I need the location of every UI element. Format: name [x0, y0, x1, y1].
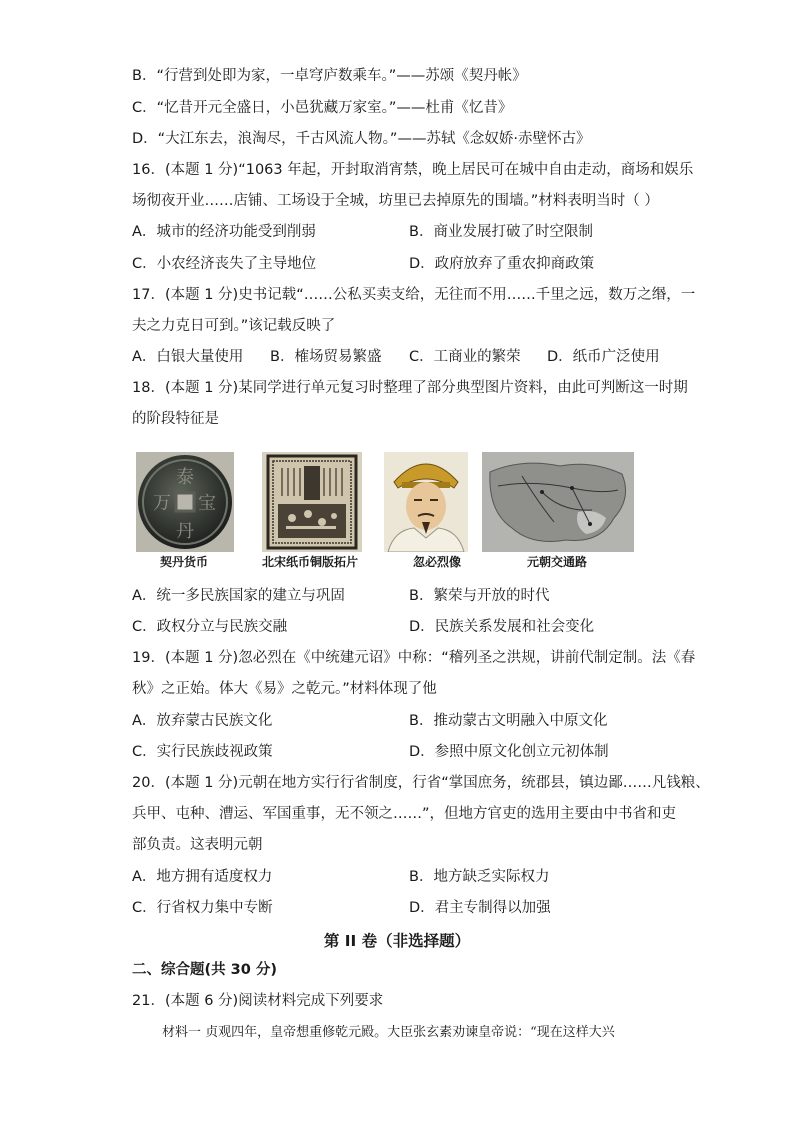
khitan-coin-image	[136, 452, 234, 552]
q18-option-b: B．繁荣与开放的时代	[409, 588, 550, 604]
q20-option-c: C．行省权力集中专断	[132, 900, 273, 916]
q16-option-a: A．城市的经济功能受到削弱	[132, 224, 316, 240]
caption-song-paper-money: 北宋纸币铜版拓片	[262, 555, 359, 569]
q17-option-d: D．纸币广泛使用	[547, 349, 660, 365]
q17-option-a: A．白银大量使用	[132, 349, 244, 365]
q16-stem-line1: 16．(本题 1 分)“1063 年起，开封取消宵禁，晚上居民可在城中自由走动，商场和娱乐	[132, 162, 694, 178]
yuan-transport-map-image	[482, 452, 634, 552]
q16-option-b: B．商业发展打破了时空限制	[409, 224, 593, 240]
q17-stem-line2: 夫之力克日可到。”该记载反映了	[132, 318, 336, 334]
q19-option-b: B．推动蒙古文明融入中原文化	[409, 713, 608, 729]
q15-option-d: D．“大江东去，浪淘尽，千古风流人物。”——苏轼《念奴娇·赤壁怀古》	[132, 131, 591, 147]
kublai-khan-portrait-image	[384, 452, 468, 552]
q16-option-c: C．小农经济丧失了主导地位	[132, 256, 317, 272]
q19-stem-line2: 秋》之正始。体大《易》之乾元。”材料体现了他	[132, 681, 437, 697]
q15-option-b: B．“行营到处即为家，一卓穹庐数乘车。”——苏颂《契丹帐》	[132, 68, 527, 84]
q17-stem-line1: 17．(本题 1 分)史书记载“……公私买卖支给，无往而不用……千里之远，数万之缗，一	[132, 287, 696, 303]
caption-khitan-coin: 契丹货币	[160, 555, 209, 569]
q16-option-d: D．政府放弃了重农抑商政策	[409, 256, 595, 272]
coin-char-left: 万	[153, 493, 171, 514]
q18-stem-line1: 18．(本题 1 分)某同学进行单元复习时整理了部分典型图片资料，由此可判断这一时期	[132, 380, 688, 396]
q15-option-c: C．“忆昔开元全盛日，小邑犹藏万家室。”——杜甫《忆昔》	[132, 100, 513, 116]
q18-option-c: C．政权分立与民族交融	[132, 619, 288, 635]
q18-option-a: A．统一多民族国家的建立与巩固	[132, 588, 345, 604]
q20-option-d: D．君主专制得以加强	[409, 900, 551, 916]
q16-stem-line2: 场彻夜开业……店铺、工场设于全城，坊里已去掉原先的围墙。”材料表明当时（ ）	[132, 193, 659, 209]
q17-option-b: B．榷场贸易繁盛	[270, 349, 382, 365]
q19-stem-line1: 19．(本题 1 分)忽必烈在《中统建元诏》中称：“稽列圣之洪规，讲前代制定制。法《春	[132, 650, 696, 666]
coin-char-right: 宝	[198, 493, 216, 514]
q20-option-b: B．地方缺乏实际权力	[409, 869, 550, 885]
q17-option-c: C．工商业的繁荣	[409, 349, 521, 365]
q20-stem-line3: 部负责。这表明元朝	[132, 837, 263, 853]
q19-option-c: C．实行民族歧视政策	[132, 744, 273, 760]
q21-material-one: 材料一 贞观四年，皇帝想重修乾元殿。大臣张玄素劝谏皇帝说：“现在这样大兴	[162, 1025, 615, 1040]
q19-option-d: D．参照中原文化创立元初体制	[409, 744, 609, 760]
section-heading-comprehensive: 二、综合题(共 30 分)	[132, 962, 278, 978]
caption-kublai-khan: 忽必烈像	[413, 555, 462, 569]
section-ii-title: 第 II 卷（非选择题）	[323, 932, 471, 950]
q18-stem-line2: 的阶段特征是	[132, 411, 219, 427]
q18-option-d: D．民族关系发展和社会变化	[409, 619, 595, 635]
q20-stem-line2: 兵甲、屯种、漕运、军国重事，无不领之……”，但地方官吏的选用主要由中书省和吏	[132, 806, 677, 822]
coin-char-bottom: 丹	[176, 521, 194, 542]
caption-yuan-transport: 元朝交通路	[527, 555, 588, 569]
q20-option-a: A．地方拥有适度权力	[132, 869, 273, 885]
coin-char-top: 泰	[176, 467, 194, 488]
q21-stem: 21．(本题 6 分)阅读材料完成下列要求	[132, 993, 384, 1009]
song-paper-money-rubbing-image	[262, 452, 362, 552]
q20-stem-line1: 20．(本题 1 分)元朝在地方实行行省制度，行省“掌国庶务，统郡县，镇边鄙……凡钱粮、	[132, 775, 710, 791]
q19-option-a: A．放弃蒙古民族文化	[132, 713, 273, 729]
